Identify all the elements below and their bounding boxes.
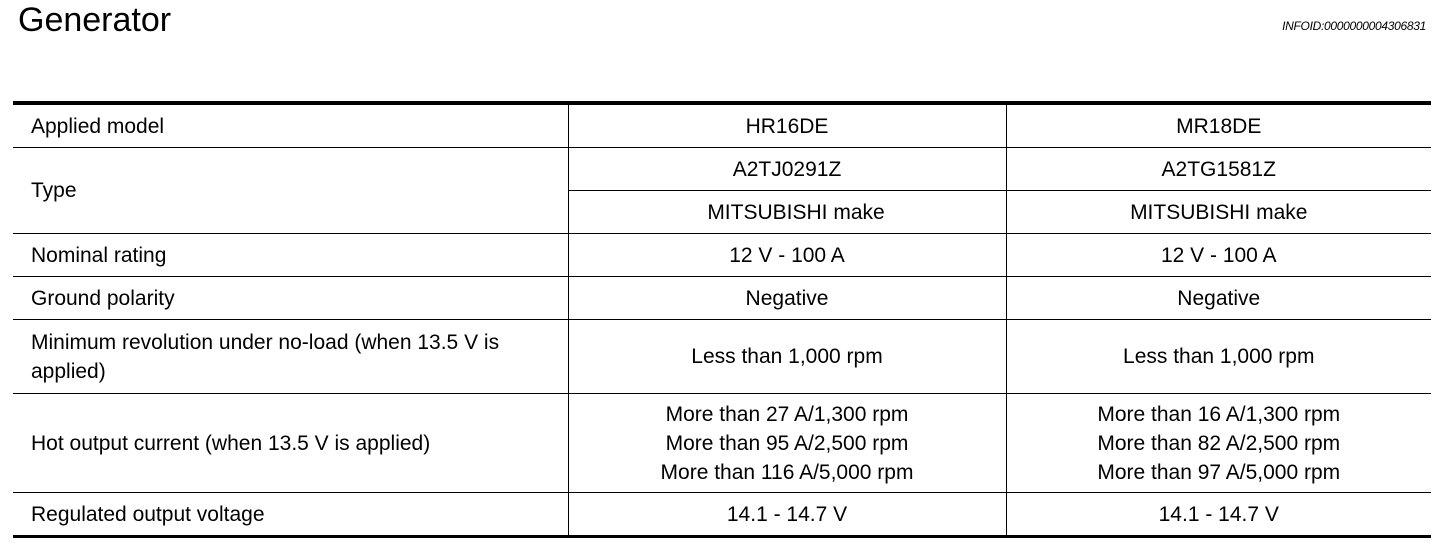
nominal-rating-mr18de: 12 V - 100 A <box>1006 234 1431 277</box>
ground-polarity-hr16de: Negative <box>568 277 1006 320</box>
table-row-applied-model <box>13 103 1431 148</box>
type-mr18de-part: A2TG1581Z <box>1006 148 1431 191</box>
regulated-voltage-hr16de: 14.1 - 14.7 V <box>568 493 1006 537</box>
row-label-min-revolution: Minimum revolution under no-load (when 13.5 V is applied) <box>13 320 568 394</box>
ground-polarity-mr18de: Negative <box>1006 277 1431 320</box>
info-id: INFOID:0000000004306831 <box>1282 19 1426 33</box>
row-label-nominal-rating: Nominal rating <box>13 234 568 277</box>
column-header-hr16de: HR16DE <box>568 103 1006 148</box>
column-header-mr18de: MR18DE <box>1006 103 1431 148</box>
min-revolution-hr16de: Less than 1,000 rpm <box>568 320 1006 394</box>
row-label-regulated-output-voltage: Regulated output voltage <box>13 493 568 537</box>
type-hr16de-make: MITSUBISHI make <box>568 191 1006 234</box>
table-row-nominal-rating <box>13 234 1431 277</box>
hot-output-current-mr18de <box>1006 394 1431 493</box>
page-title: Generator <box>18 1 172 39</box>
hot-output-current-hr16de <box>568 394 1006 493</box>
row-label-hot-output-current: Hot output current (when 13.5 V is applied) <box>13 394 568 493</box>
row-label-ground-polarity: Ground polarity <box>13 277 568 320</box>
hot-output-mr18de-5000: More than 97 A/5,000 rpm <box>1097 460 1341 484</box>
type-mr18de-make: MITSUBISHI make <box>1006 191 1431 234</box>
hot-output-mr18de-1300: More than 16 A/1,300 rpm <box>1097 402 1341 426</box>
type-hr16de-part: A2TJ0291Z <box>568 148 1006 191</box>
table-row-ground-polarity <box>13 277 1431 320</box>
table-row-min-revolution <box>13 320 1431 394</box>
hot-output-hr16de-2500: More than 95 A/2,500 rpm <box>665 431 909 455</box>
hot-output-mr18de-2500: More than 82 A/2,500 rpm <box>1097 431 1341 455</box>
table-row-type <box>13 148 1431 191</box>
regulated-voltage-mr18de: 14.1 - 14.7 V <box>1006 493 1431 537</box>
table-row-regulated-output-voltage <box>13 493 1431 537</box>
table-row-hot-output-current <box>13 394 1431 493</box>
row-label-type: Type <box>13 148 568 234</box>
hot-output-hr16de-1300: More than 27 A/1,300 rpm <box>665 402 909 426</box>
generator-spec-table <box>13 101 1431 538</box>
hot-output-hr16de-5000: More than 116 A/5,000 rpm <box>660 460 914 484</box>
row-label-applied-model: Applied model <box>13 103 568 148</box>
nominal-rating-hr16de: 12 V - 100 A <box>568 234 1006 277</box>
min-revolution-mr18de: Less than 1,000 rpm <box>1006 320 1431 394</box>
